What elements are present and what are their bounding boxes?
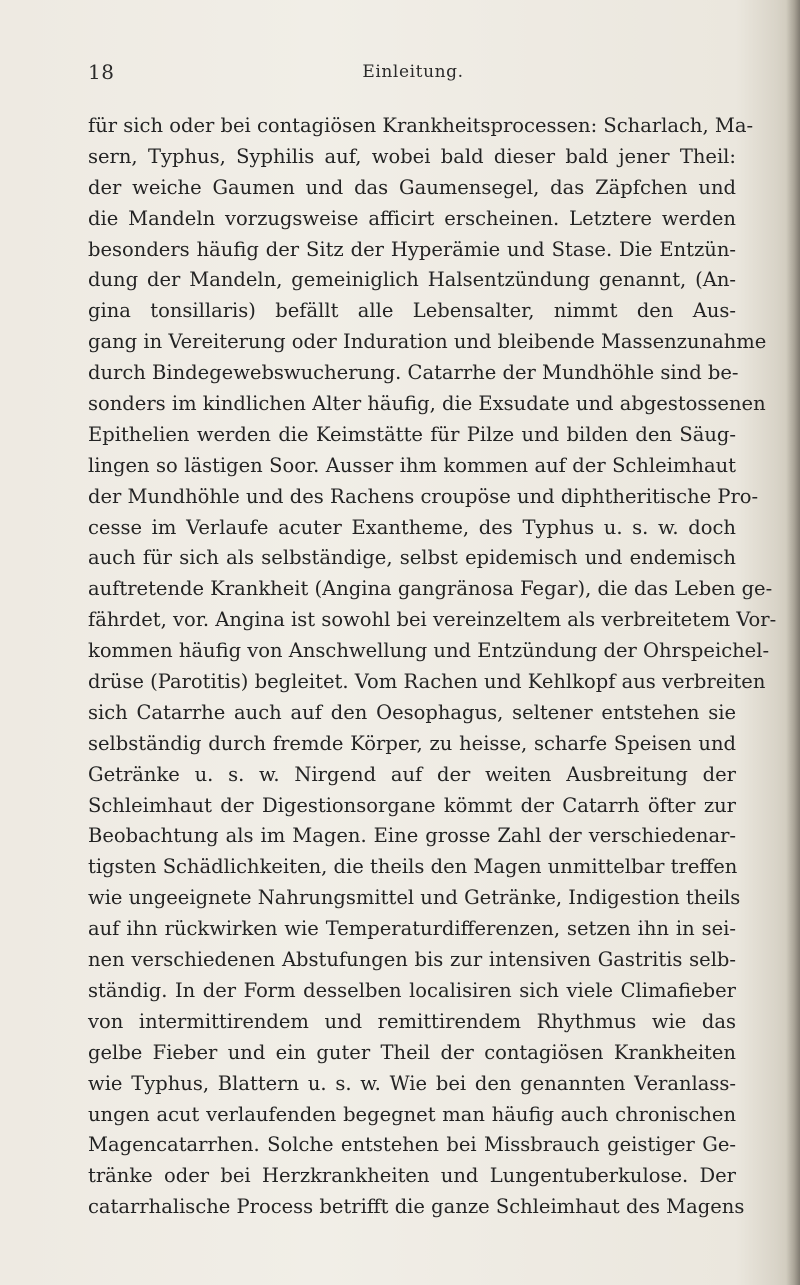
text-line: kommen häufig von Anschwellung und Entzündung der Ohrspeichel- <box>88 639 770 663</box>
text-line: dung der Mandeln, gemeiniglich Halsentzündung genannt, (An- <box>88 268 736 292</box>
text-line: sern, Typhus, Syphilis auf, wobei bald dieser bald jener Theil: <box>88 144 736 168</box>
text-line: lingen so lästigen Soor. Ausser ihm kommen auf der Schleimhaut <box>88 453 736 477</box>
text-line: wie Typhus, Blattern u. s. w. Wie bei den genannten Veranlass- <box>88 1071 736 1095</box>
text-line: cesse im Verlaufe acuter Exantheme, des Typhus u. s. w. doch <box>88 515 736 539</box>
text-line: besonders häufig der Sitz der Hyperämie und Stase. Die Entzün- <box>88 237 736 261</box>
text-line: sich Catarrhe auch auf den Oesophagus, seltener entstehen sie <box>88 700 736 724</box>
text-line: gang in Vereiterung oder Induration und bleibende Massenzunahme <box>88 330 767 354</box>
text-line: sonders im kindlichen Alter häufig, die Exsudate und abgestossenen <box>88 392 766 416</box>
text-line: tränke oder bei Herzkrankheiten und Lungentuberkulose. Der <box>88 1164 736 1188</box>
text-line: catarrhalische Process betrifft die ganze Schleimhaut des Magens <box>88 1195 745 1219</box>
text-line: von intermittirendem und remittirendem Rhythmus wie das <box>88 1009 736 1033</box>
running-head: Einleitung. <box>362 62 464 82</box>
text-line: Epithelien werden die Keimstätte für Pilze und bilden den Säug- <box>88 422 736 446</box>
page-edge-shadow <box>786 0 800 1285</box>
text-line: durch Bindegewebswucherung. Catarrhe der Mundhöhle sind be- <box>88 361 739 385</box>
text-line: nen verschiedenen Abstufungen bis zur intensiven Gastritis selb- <box>88 948 736 972</box>
text-line: gina tonsillaris) befällt alle Lebensalter, nimmt den Aus- <box>88 299 736 323</box>
page-header <box>88 60 738 90</box>
text-line: der weiche Gaumen und das Gaumensegel, das Zäpfchen und <box>88 175 736 199</box>
text-line: ungen acut verlaufenden begegnet man häufig auch chronischen <box>88 1102 736 1126</box>
text-line: drüse (Parotitis) begleitet. Vom Rachen und Kehlkopf aus verbreiten <box>88 670 766 694</box>
text-line: gelbe Fieber und ein guter Theil der contagiösen Krankheiten <box>88 1040 736 1064</box>
text-line: der Mundhöhle und des Rachens croupöse und diphtheritische Pro- <box>88 484 759 508</box>
text-line: Getränke u. s. w. Nirgend auf der weiten Ausbreitung der <box>88 762 736 786</box>
page-number: 18 <box>88 60 115 84</box>
text-line: wie ungeeignete Nahrungsmittel und Getränke, Indigestion theils <box>88 886 741 910</box>
text-line: auftretende Krankheit (Angina gangränosa Fegar), die das Leben ge- <box>88 577 773 601</box>
text-line: auf ihn rückwirken wie Temperaturdifferenzen, setzen ihn in sei- <box>88 917 736 941</box>
text-line: die Mandeln vorzugsweise afficirt erscheinen. Letztere werden <box>88 206 736 230</box>
text-line: Schleimhaut der Digestionsorgane kömmt der Catarrh öfter zur <box>88 793 736 817</box>
text-line: fährdet, vor. Angina ist sowohl bei vereinzeltem als verbreitetem Vor- <box>88 608 777 632</box>
text-line: für sich oder bei contagiösen Krankheitsprocessen: Scharlach, Ma- <box>88 114 754 137</box>
text-line: Magencatarrhen. Solche entstehen bei Missbrauch geistiger Ge- <box>88 1133 736 1157</box>
body-text <box>88 111 777 1223</box>
text-line: auch für sich als selbständige, selbst epidemisch und endemisch <box>88 546 736 570</box>
text-line: ständig. In der Form desselben localisiren sich viele Climafieber <box>88 978 736 1002</box>
text-line: Beobachtung als im Magen. Eine grosse Zahl der verschiedenar- <box>88 824 736 848</box>
text-line: selbständig durch fremde Körper, zu heisse, scharfe Speisen und <box>88 731 736 755</box>
text-line: tigsten Schädlichkeiten, die theils den Magen unmittelbar treffen <box>88 855 738 879</box>
